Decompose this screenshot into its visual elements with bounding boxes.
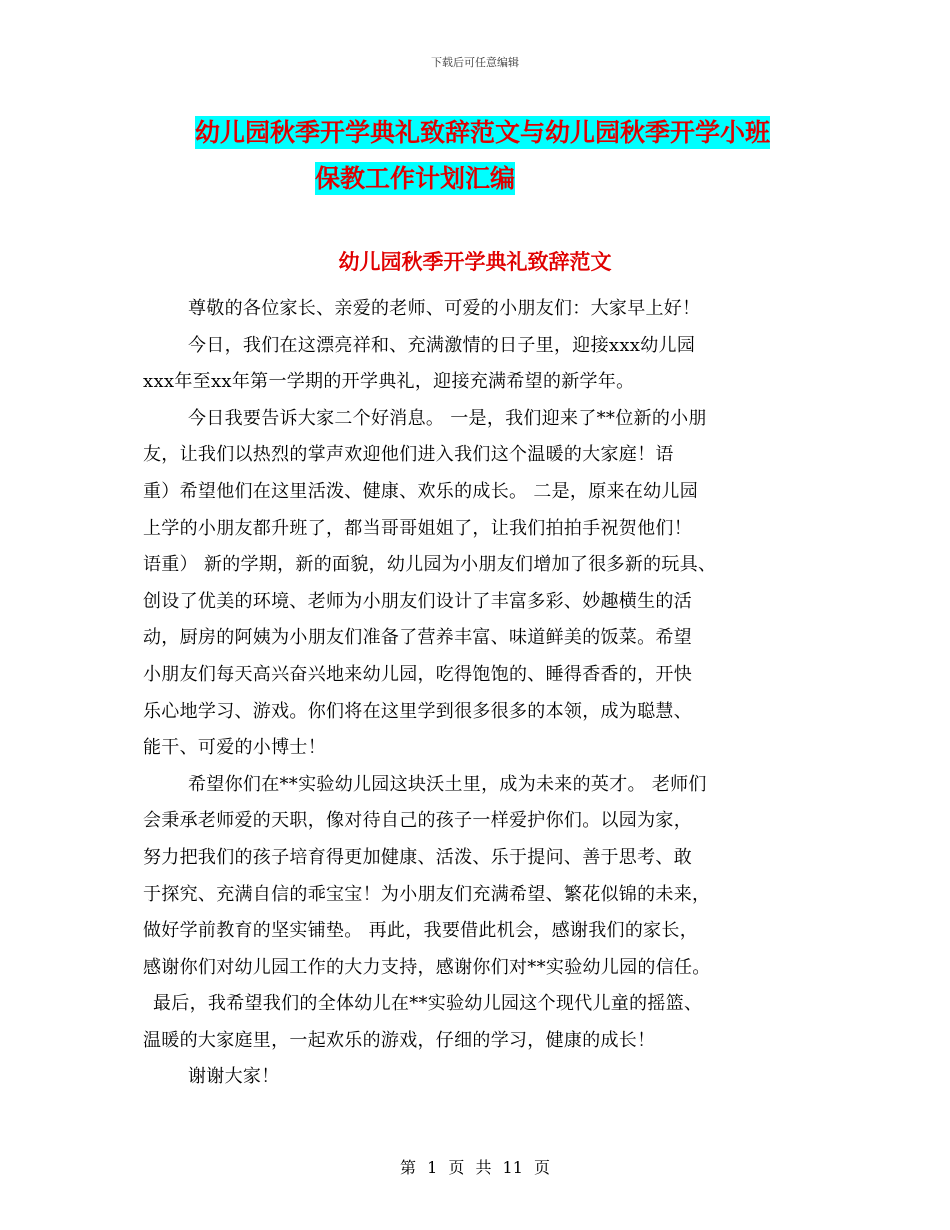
paragraph-line: 做好学前教育的坚实铺垫。 再此，我要借此机会，感谢我们的家长， (143, 920, 699, 942)
page-footer: 第 1 页 共 11 页 (400, 1158, 550, 1177)
paragraph-line: 会秉承老师爱的天职，像对待自己的孩子一样爱护你们。以园为家， (143, 810, 692, 832)
paragraph-line: 友，让我们以热烈的掌声欢迎他们进入我们这个温暖的大家庭！语 (143, 444, 674, 466)
main-title-line-2 (195, 156, 815, 202)
paragraph-line: 今日我要告诉大家二个好消息。 一是，我们迎来了**位新的小朋 (188, 407, 707, 429)
paragraph-line: 最后，我希望我们的全体幼儿在**实验幼儿园这个现代儿童的摇篮、 (153, 993, 703, 1015)
paragraph-line: 小朋友们每天高兴奋兴地来幼儿园，吃得饱饱的、睡得香香的，开快 (143, 663, 692, 685)
paragraph-line: 能干、可爱的小博士！ (143, 737, 326, 759)
main-title-line-2-text: 保教工作计划汇编 (315, 164, 516, 193)
paragraph-line: 动，厨房的阿姨为小朋友们准备了营养丰富、味道鲜美的饭菜。希望 (143, 627, 692, 649)
paragraph-line: 乐心地学习、游戏。你们将在这里学到很多很多的本领，成为聪慧、 (143, 700, 692, 722)
paragraph-line: 语重） 新的学期，新的面貌，幼儿园为小朋友们增加了很多新的玩具、 (143, 554, 717, 576)
paragraph-line: 谢谢大家！ (188, 1066, 280, 1088)
paragraph-line: xxx年至xx年第一学期的开学典礼，迎接充满希望的新学年。 (143, 371, 635, 393)
paragraph-line: 今日，我们在这漂亮祥和、充满激情的日子里，迎接xxx幼儿园 (188, 334, 696, 356)
section-title: 幼儿园秋季开学典礼致辞范文 (338, 249, 612, 274)
paragraph-line: 创设了优美的环境、老师为小朋友们设计了丰富多彩、妙趣横生的活 (143, 590, 692, 612)
main-title-line-1 (195, 110, 815, 156)
paragraph-line: 于探究、充满自信的乖宝宝！为小朋友们充满希望、繁花似锦的未来， (143, 883, 711, 905)
paragraph-line: 感谢你们对幼儿园工作的大力支持，感谢你们对**实验幼儿园的信任。 (143, 956, 711, 978)
paragraph-line: 希望你们在**实验幼儿园这块沃土里，成为未来的英才。 老师们 (188, 773, 707, 795)
paragraph-line: 重）希望他们在这里活泼、健康、欢乐的成长。 二是，原来在幼儿园 (143, 480, 699, 502)
paragraph-line: 上学的小朋友都升班了，都当哥哥姐姐了，让我们拍拍手祝贺他们！ (143, 517, 692, 539)
paragraph-line: 尊敬的各位家长、亲爱的老师、可爱的小朋友们：大家早上好！ (188, 298, 701, 319)
header-note: 下载后可任意编辑 (431, 56, 519, 69)
body-text (143, 291, 823, 1096)
paragraph-line: 温暖的大家庭里，一起欢乐的游戏，仔细的学习，健康的成长！ (143, 1029, 656, 1051)
main-title-line-1-text: 幼儿园秋季开学典礼致辞范文与幼儿园秋季开学小班 (195, 118, 771, 147)
main-title (195, 110, 815, 202)
paragraph-line: 努力把我们的孩子培育得更加健康、活泼、乐于提问、善于思考、敢 (143, 846, 692, 868)
